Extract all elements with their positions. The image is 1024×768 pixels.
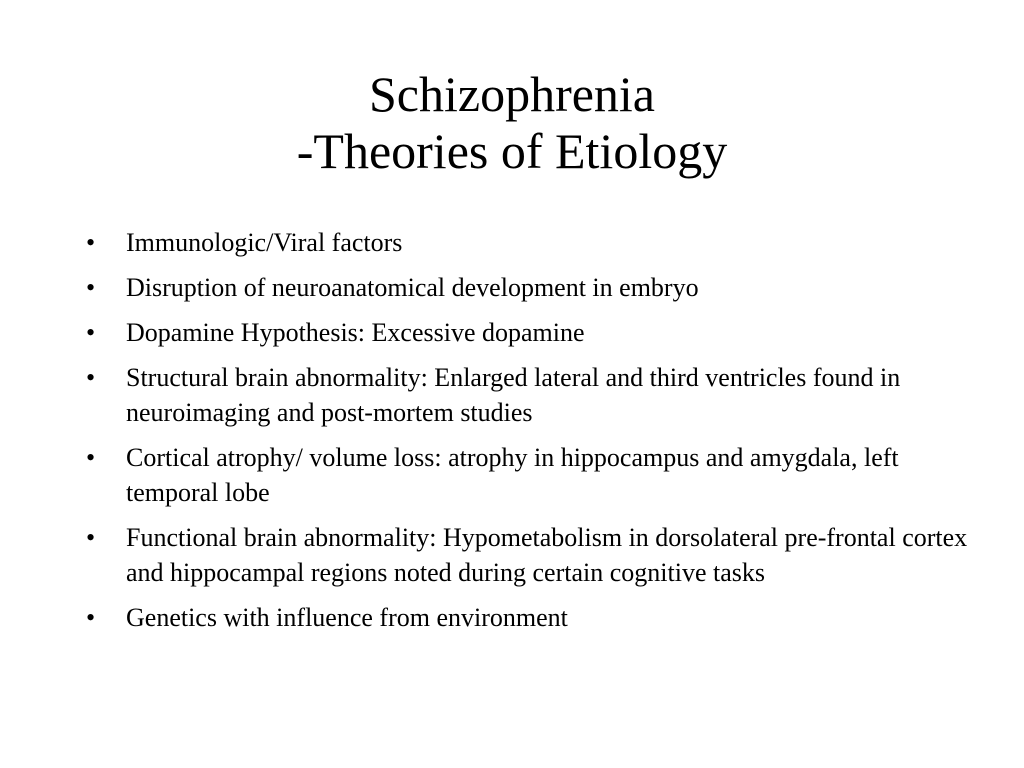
bullet-item bbox=[86, 360, 986, 430]
bullet-dot-icon: • bbox=[86, 443, 96, 472]
bullet-dot-icon: • bbox=[86, 523, 96, 552]
bullet-dot-icon: • bbox=[86, 273, 96, 302]
bullet-text: Immunologic/Viral factors bbox=[126, 228, 403, 257]
bullet-item bbox=[86, 225, 986, 260]
bullet-text: Cortical atrophy/ volume loss: atrophy in hippocampus and amygdala, left temporal lobe bbox=[126, 443, 899, 507]
bullet-dot-icon: • bbox=[86, 603, 96, 632]
bullet-dot-icon: • bbox=[86, 228, 96, 257]
bullet-item bbox=[86, 270, 986, 305]
bullet-list bbox=[86, 225, 986, 645]
bullet-item bbox=[86, 440, 986, 510]
bullet-dot-icon: • bbox=[86, 363, 96, 392]
bullet-text: Functional brain abnormality: Hypometabolism in dorsolateral pre-frontal cortex and hippocampal regions noted during certain cognitive tasks bbox=[126, 523, 968, 587]
title-line-2: -Theories of Etiology bbox=[296, 123, 728, 179]
bullet-text: Dopamine Hypothesis: Excessive dopamine bbox=[126, 318, 585, 347]
bullet-item bbox=[86, 315, 986, 350]
bullet-text: Disruption of neuroanatomical development in embryo bbox=[126, 273, 699, 302]
bullet-item bbox=[86, 600, 986, 635]
bullet-dot-icon: • bbox=[86, 318, 96, 347]
bullet-text: Structural brain abnormality: Enlarged lateral and third ventricles found in neuroimaging and post-mortem studies bbox=[126, 363, 901, 427]
bullet-item bbox=[86, 520, 986, 590]
title-line-1: Schizophrenia bbox=[368, 66, 655, 122]
slide-title bbox=[0, 66, 1024, 180]
bullet-text: Genetics with influence from environment bbox=[126, 603, 568, 632]
